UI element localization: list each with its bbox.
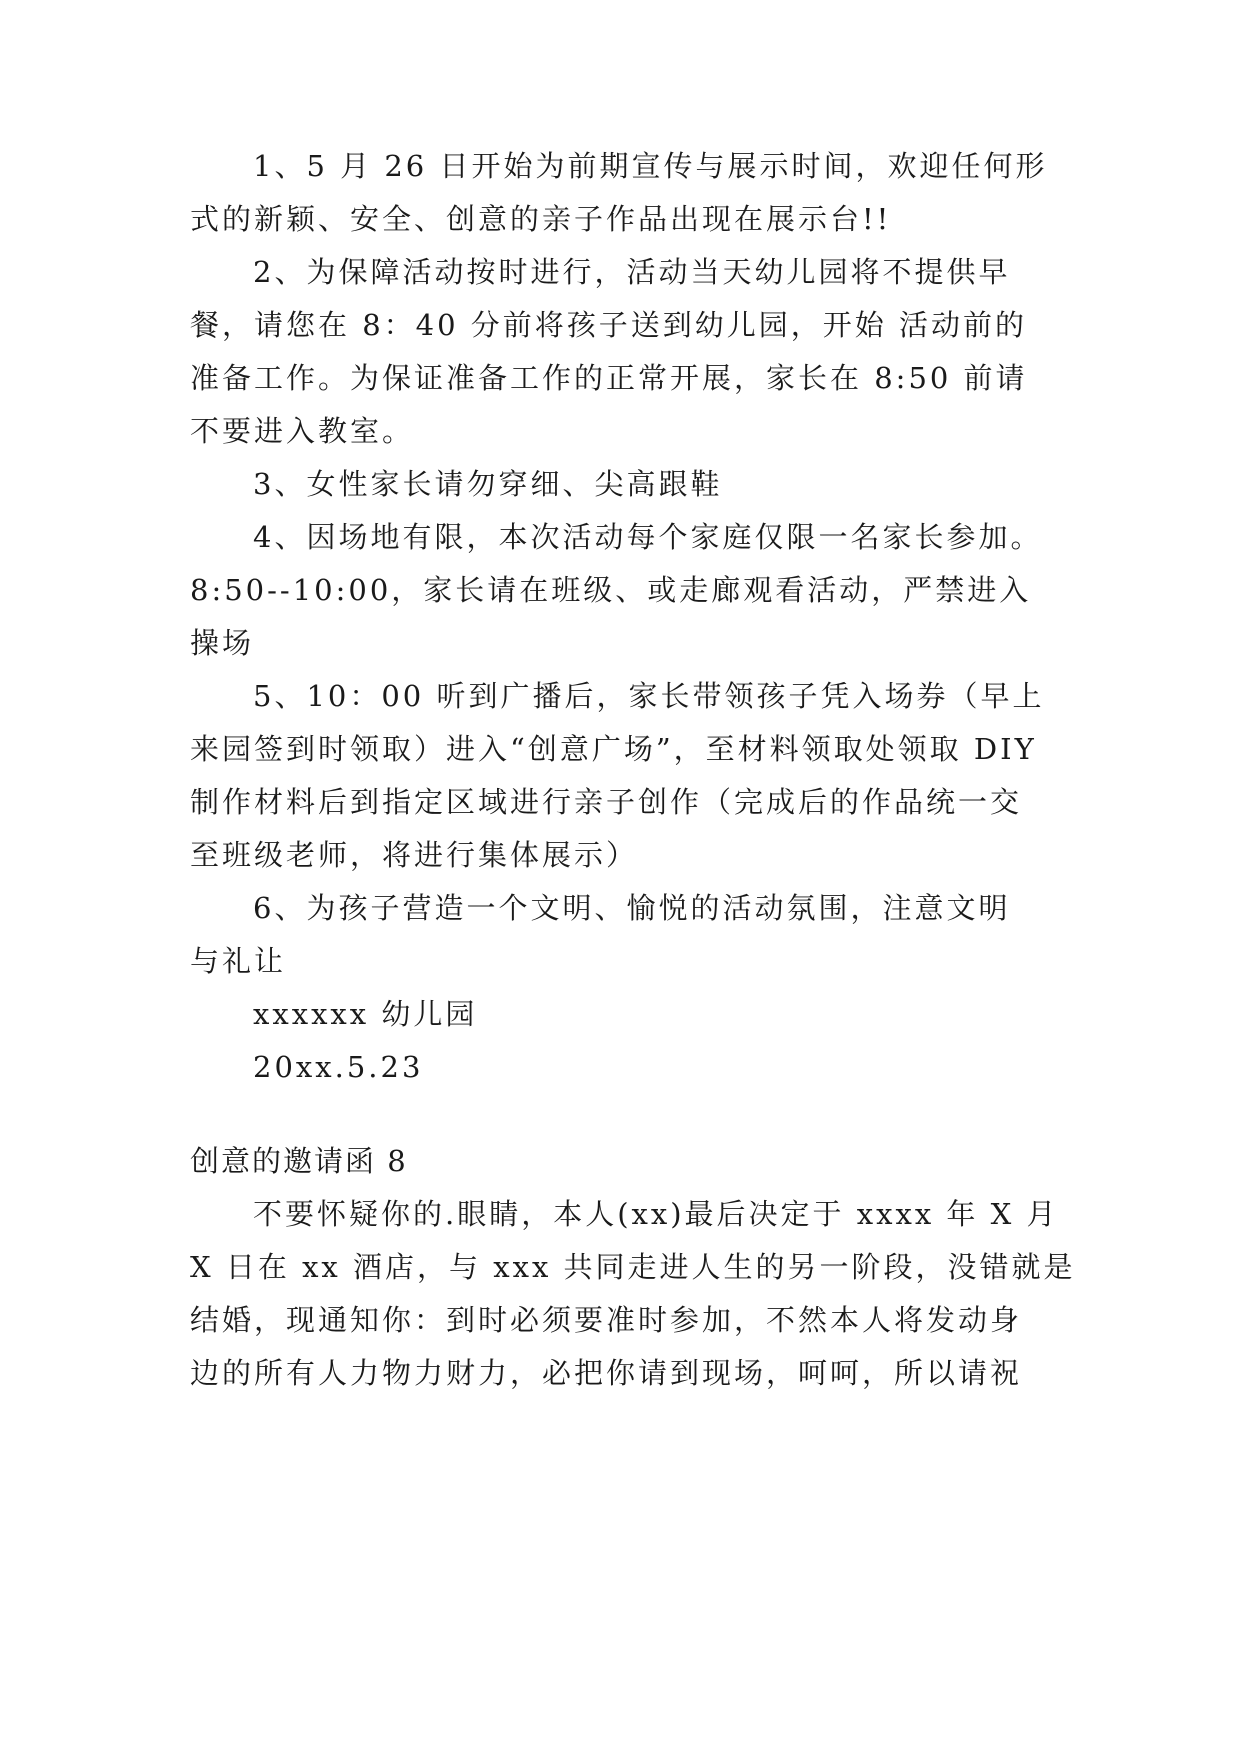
notice-item-4-line-3: 操场	[190, 626, 255, 660]
date: 20xx.5.23	[253, 1050, 424, 1084]
paragraph-line-2: X 日在 xx 酒店，与 xxx 共同走进人生的另一阶段，没错就是	[190, 1250, 1076, 1284]
notice-item-5-line-3: 制作材料后到指定区域进行亲子创作（完成后的作品统一交	[190, 785, 1023, 819]
notice-item-4-line-2: 8:50--10:00，家长请在班级、或走廊观看活动，严禁进入	[190, 573, 1032, 607]
notice-item-5-line-4: 至班级老师，将进行集体展示）	[190, 838, 639, 872]
section-heading: 创意的邀请函 8	[190, 1144, 408, 1178]
notice-item-2-line-4: 不要进入教室。	[190, 414, 415, 448]
notice-item-6-line-2: 与礼让	[190, 944, 287, 978]
notice-item-2-line-2: 餐，请您在 8：40 分前将孩子送到幼儿园，开始 活动前的	[190, 308, 1028, 342]
notice-item-6-line-1: 6、为孩子营造一个文明、愉悦的活动氛围，注意文明	[253, 891, 1011, 925]
signature: xxxxxx 幼儿园	[253, 997, 478, 1031]
notice-item-5-line-1: 5、10：00 听到广播后，家长带领孩子凭入场券（早上	[253, 679, 1045, 713]
notice-item-1-line-1: 1、5 月 26 日开始为前期宣传与展示时间，欢迎任何形	[253, 149, 1048, 183]
notice-item-2-line-1: 2、为保障活动按时进行，活动当天幼儿园将不提供早	[253, 255, 1011, 289]
paragraph-line-4: 边的所有人力物力财力，必把你请到现场，呵呵，所以请祝	[190, 1356, 1023, 1390]
notice-item-3-line-1: 3、女性家长请勿穿细、尖高跟鞋	[253, 467, 723, 501]
notice-item-1-line-2: 式的新颖、安全、创意的亲子作品出现在展示台!!	[190, 202, 892, 236]
notice-item-2-line-3: 准备工作。为保证准备工作的正常开展，家长在 8:50 前请	[190, 361, 1028, 395]
paragraph-line-1: 不要怀疑你的.眼睛，本人(xx)最后决定于 xxxx 年 X 月	[253, 1197, 1059, 1231]
paragraph-line-3: 结婚，现通知你：到时必须要准时参加，不然本人将发动身	[190, 1303, 1023, 1337]
notice-item-5-line-2: 来园签到时领取）进入“创意广场”，至材料领取处领取 DIY	[190, 732, 1037, 766]
notice-item-4-line-1: 4、因场地有限，本次活动每个家庭仅限一名家长参加。	[253, 520, 1043, 554]
